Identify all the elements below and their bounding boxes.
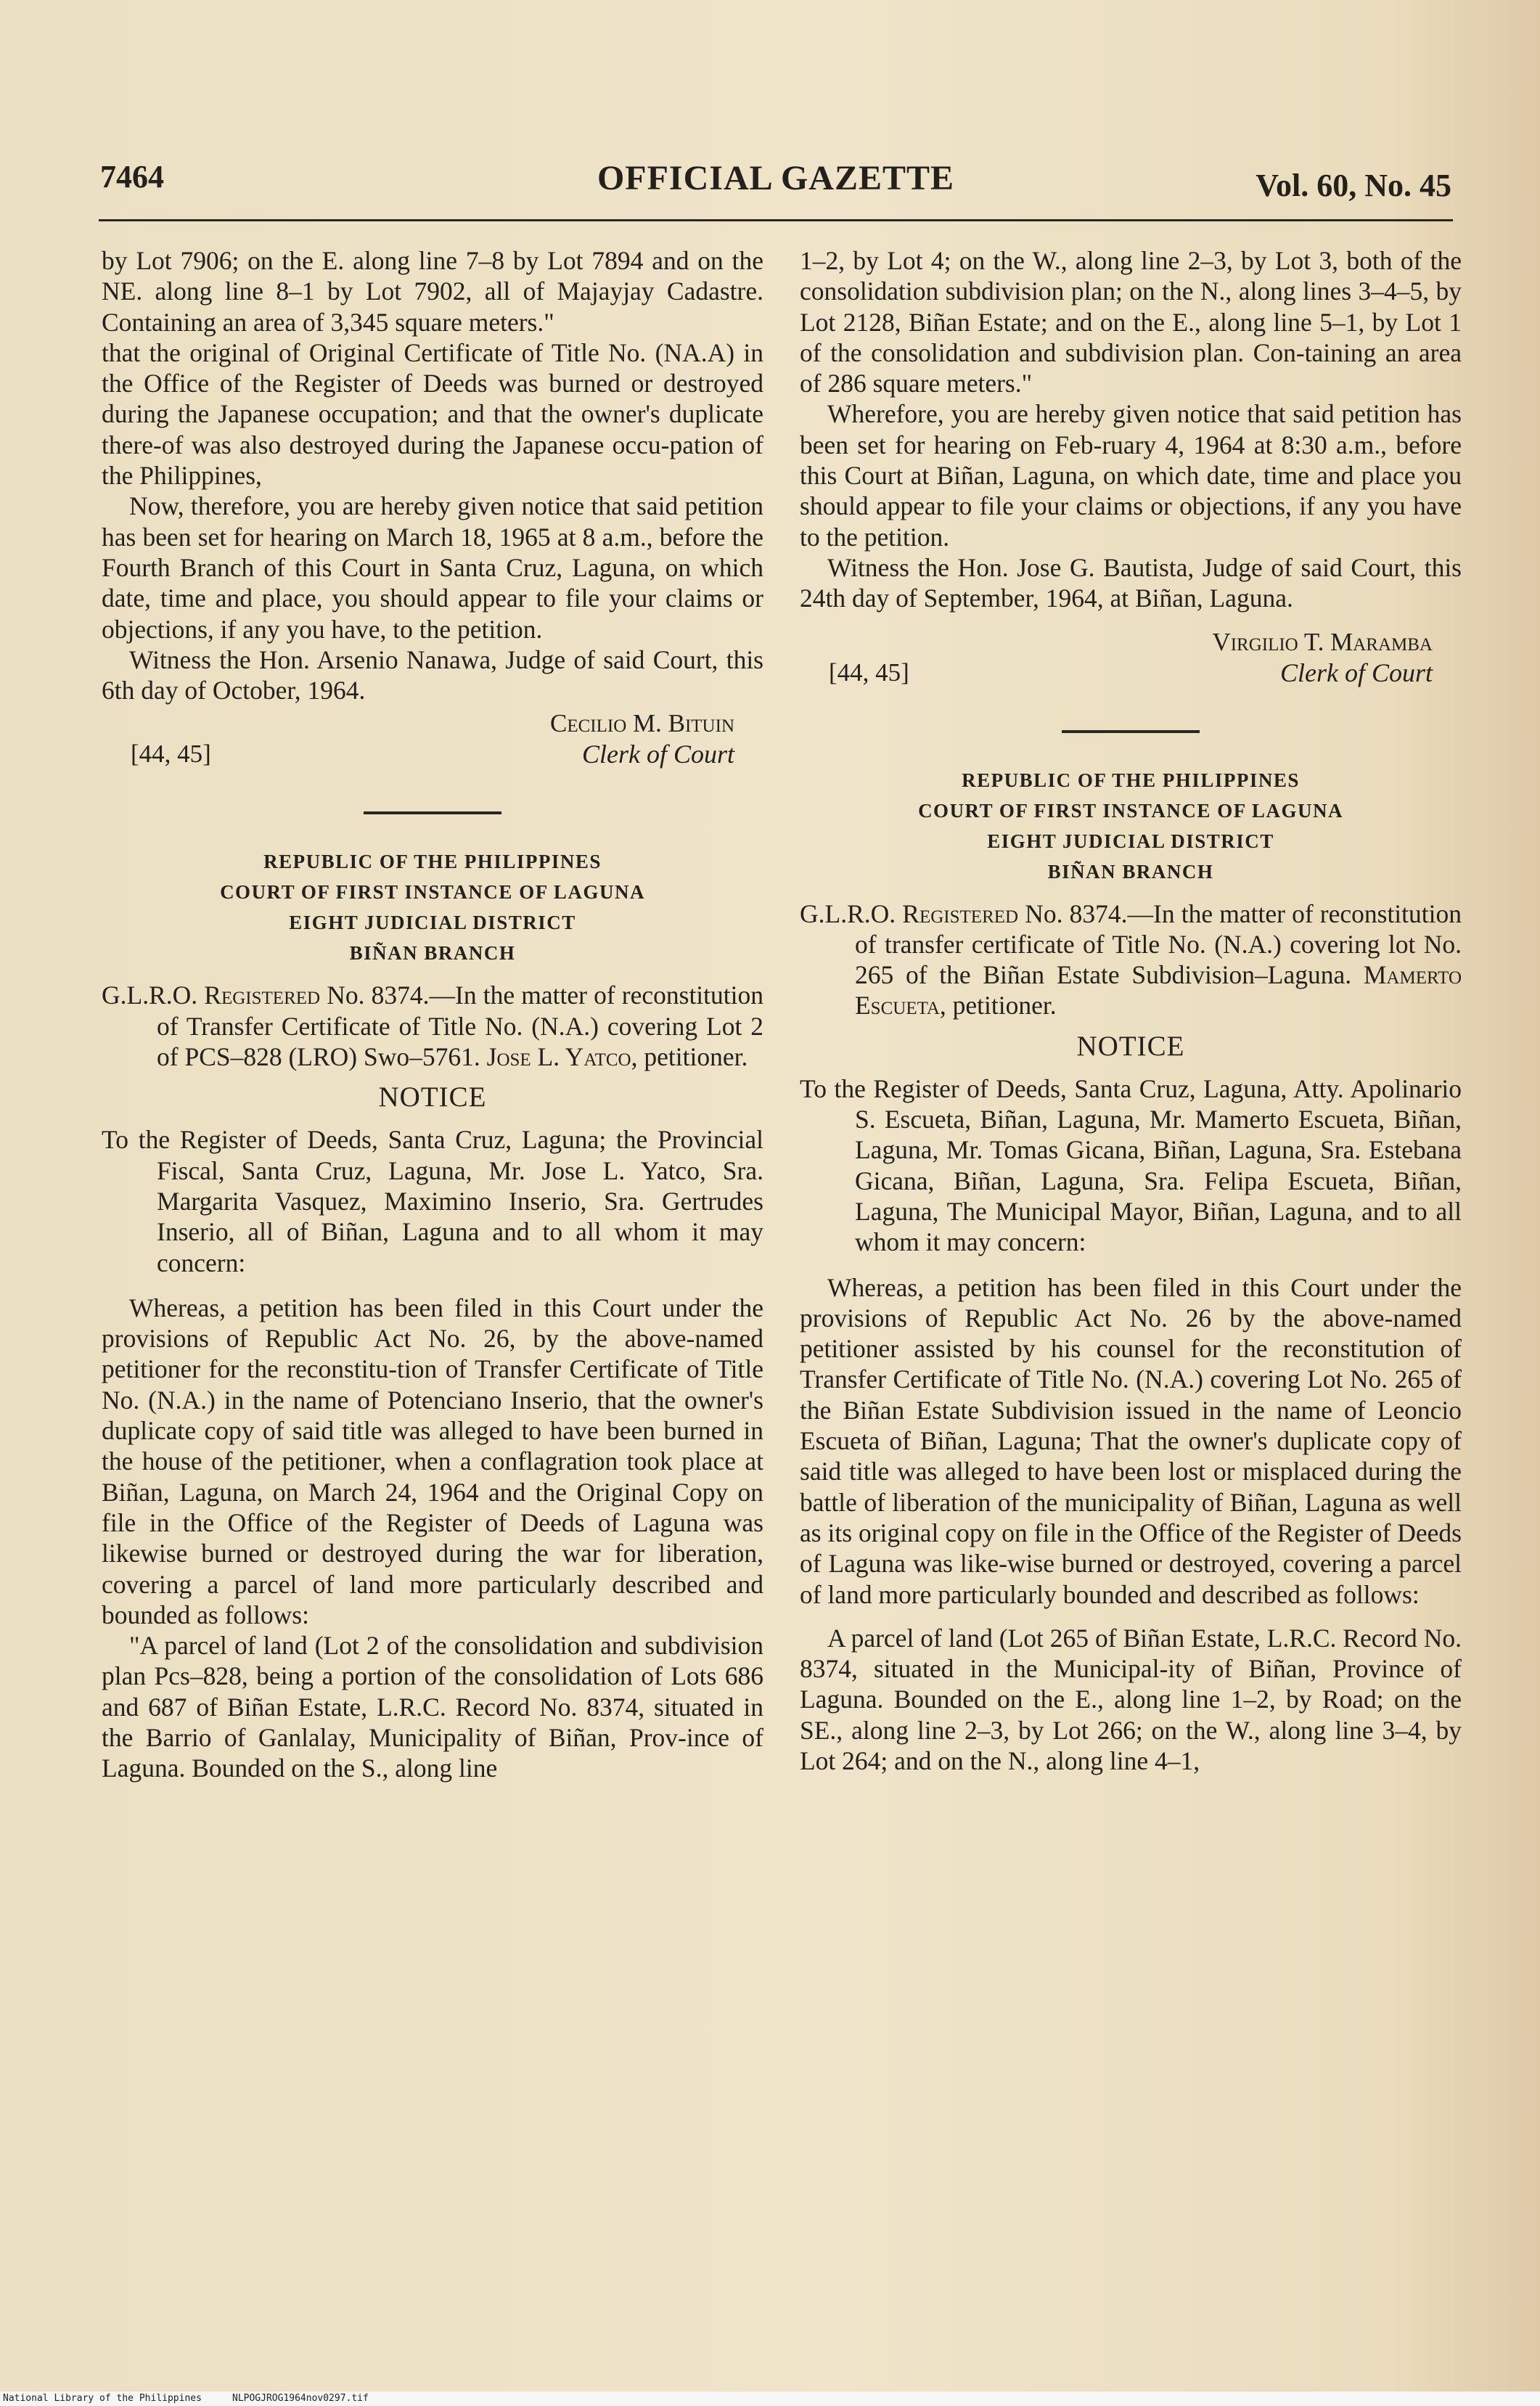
right-continued-paragraph-1: 1–2, by Lot 4; on the W., along line 2–3, by Lot 3, both of the consolidation subdivision plan; on the N., along lines 3–4–5, by Lot 2128, Biñan Estate; and on the E., along line 5–1, by Lot 1 of the consolidation and subdivision plan. Con-taining an area of 286 square meters." [800,246,1462,398]
right-heading-line-1: REPUBLIC OF THE PHILIPPINES [962,769,1300,791]
right-column [800,245,1462,1776]
right-gap [800,1258,1462,1272]
footer-library: National Library of the Philippines [3,2393,202,2404]
footer-filename: NLPOGJROG1964nov0297.tif [232,2393,369,2404]
left-signature-block [102,708,763,775]
right-whereas-paragraph: Whereas, a petition has been filed in this Court under the provisions of Republic Act No. 26 by the above-named petitioner assisted by his counsel for the reconstitution of Transfer Certificate of Title No. (N.A.) covering Lot No. 265 of the Biñan Estate Subdivision issued in the name of Leoncio Escueta of Biñan, Laguna; That the owner's duplicate copy of said title was alleged to have been lost or misplaced during the battle of liberation of the municipality of Biñan, Laguna as well as its original copy on file in the Office of the Register of Deeds of Laguna was like-wise burned or destroyed, covering a parcel of land more particularly bounded and described as follows: [800,1272,1462,1609]
left-case-text: No. 8374.—In the matter of reconstitution of Transfer Certificate of Title No. (N.A.) covering Lot 2 of PCS–828 (LRO) Swo–5761. [157,981,764,1072]
left-gap [102,1278,763,1293]
right-heading-line-4: BIÑAN BRANCH [1047,860,1214,883]
right-issue-reference: [44, 45] [829,658,909,687]
scan-footer [0,2391,1540,2406]
header-rule [99,219,1453,221]
left-column [102,245,763,1784]
publication-title: OFFICIAL GAZETTE [597,159,955,197]
right-signature-block [800,627,1462,694]
right-heading-line-2: COURT OF FIRST INSTANCE OF LAGUNA [918,799,1343,822]
right-case-registered: Registered [902,899,1019,928]
left-parcel-paragraph: "A parcel of land (Lot 2 of the consolidation and subdivision plan Pcs–828, being a portion of the consolidation of Lots 686 and 687 of Biñan Estate, L.R.C. Record No. 8374, situated in the Barrio of Ganlalay, Municipality of Biñan, Prov-ince of Laguna. Bounded on the S., along line [102,1631,763,1783]
left-case-registered: Registered [204,981,321,1010]
left-whereas-paragraph: Whereas, a petition has been filed in this Court under the provisions of Republic Act No. 26, by the above-named petitioner for the reconstitu-tion of Transfer Certificate of Title No. (N.A.) in the name of Potenciano Inserio, that the owner's duplicate copy of said title was alleged to have been burned in the house of the petitioner, when a conflagration took place at Biñan, Laguna, on March 24, 1964 and the Original Copy on file in the Office of the Register of Deeds of Laguna was likewise burned or destroyed during the war for liberation, covering a parcel of land more particularly described and bounded as follows: [102,1293,763,1629]
left-continued-paragraph-2: that the original of Original Certificate of Title No. (NA.A) in the Office of the Register of Deeds was burned or destroyed during the Japanese occupation; and that the owner's duplicate there-of was also destroyed during the Japanese occu-pation of the Philippines, [102,337,763,491]
right-case-suffix: , petitioner. [939,991,1057,1020]
right-witness-paragraph: Witness the Hon. Jose G. Bautista, Judge of said Court, this 24th day of September, 1964, at Biñan, Laguna. [800,552,1462,613]
left-signatory-name: Cecilio M. Bituin [549,709,734,738]
left-heading-line-2: COURT OF FIRST INSTANCE OF LAGUNA [220,881,645,904]
right-signatory-title: Clerk of Court [1279,658,1433,687]
left-court-heading [102,846,763,968]
right-addressees: To the Register of Deeds, Santa Cruz, Laguna, Atty. Apolinario S. Escueta, Biñan, Laguna, Mr. Mamerto Escueta, Biñan, Laguna, Mr. Tomas Gicana, Biñan, Laguna, Sra. Estebana Gicana, Biñan, Laguna, Sra. Felipa Escueta, Biñan, Laguna, The Municipal Mayor, Biñan, Laguna, and to all whom it may concern: [800,1073,1462,1257]
left-notice-title: NOTICE [378,1081,487,1113]
right-case-text: No. 8374.—In the matter of reconstitution of transfer certificate of Title No. (N.A.) covering lot No. 265 of the Biñan Estate Subdivision–Laguna. [855,899,1462,990]
left-continued-paragraph-1: by Lot 7906; on the E. along line 7–8 by Lot 7894 and on the NE. along line 8–1 by Lot 7902, all of Majayjay Cadastre. Containing an area of 3,345 square meters." [102,246,763,337]
page-header [100,158,1451,209]
right-court-heading [800,765,1462,887]
left-case-petitioner: Jose L. Yatco [486,1042,631,1072]
right-case-prefix: G.L.R.O. [800,899,896,928]
page-number: 7464 [100,159,164,195]
left-heading-line-3: EIGHT JUDICIAL DISTRICT [289,912,576,934]
left-addressees: To the Register of Deeds, Santa Cruz, Laguna; the Provincial Fiscal, Santa Cruz, Laguna, Mr. Jose L. Yatco, Sra. Margarita Vasquez, Maximino Inserio, Sra. Gertrudes Inserio, all of Biñan, Laguna and to all whom it may concern: [102,1125,763,1277]
right-signatory-name: Virgilio T. Maramba [1212,627,1433,656]
left-heading-line-1: REPUBLIC OF THE PHILIPPINES [263,851,602,873]
left-case-prefix: G.L.R.O. [102,981,198,1010]
left-continued-paragraph-3: Now, therefore, you are hereby given notice that said petition has been set for hearing on March 18, 1965 at 8 a.m., before the Fourth Branch of this Court in Santa Cruz, Laguna, on which date, time and place, you should appear to file your claims or objections, if any you have, to the petition. [102,491,763,644]
left-witness-paragraph: Witness the Hon. Arsenio Nanawa, Judge of said Court, this 6th day of October, 1964. [102,645,763,705]
left-issue-reference: [44, 45] [131,740,211,769]
right-heading-line-3: EIGHT JUDICIAL DISTRICT [987,830,1274,852]
right-wherefore-paragraph: Wherefore, you are hereby given notice that said petition has been set for hearing on Feb-ruary 4, 1964 at 8:30 a.m., before this Court at Biñan, Laguna, on which date, time and place you should appear to file your claims or objections, if any you have to the petition. [800,399,1462,552]
left-case-title [102,980,763,1072]
left-section-divider [364,811,501,814]
left-signatory-title: Clerk of Court [581,740,734,769]
left-case-suffix: , petitioner. [631,1042,748,1072]
right-notice-title: NOTICE [1076,1030,1185,1062]
right-section-divider [1062,730,1200,733]
left-heading-line-4: BIÑAN BRANCH [349,942,516,965]
right-case-petitioner: Mamerto Escueta [855,960,1462,1020]
right-case-title [800,899,1462,1021]
volume-number: Vol. 60, No. 45 [1256,168,1451,203]
right-parcel-paragraph: A parcel of land (Lot 265 of Biñan Estate, L.R.C. Record No. 8374, situated in the Municipal-ity of Biñan, Province of Laguna. Bounded on the E., along line 1–2, by Road; on the SE., along line 2–3, by Lot 266; on the W., along line 3–4, by Lot 264; and on the N., along line 4–1, [800,1623,1462,1775]
